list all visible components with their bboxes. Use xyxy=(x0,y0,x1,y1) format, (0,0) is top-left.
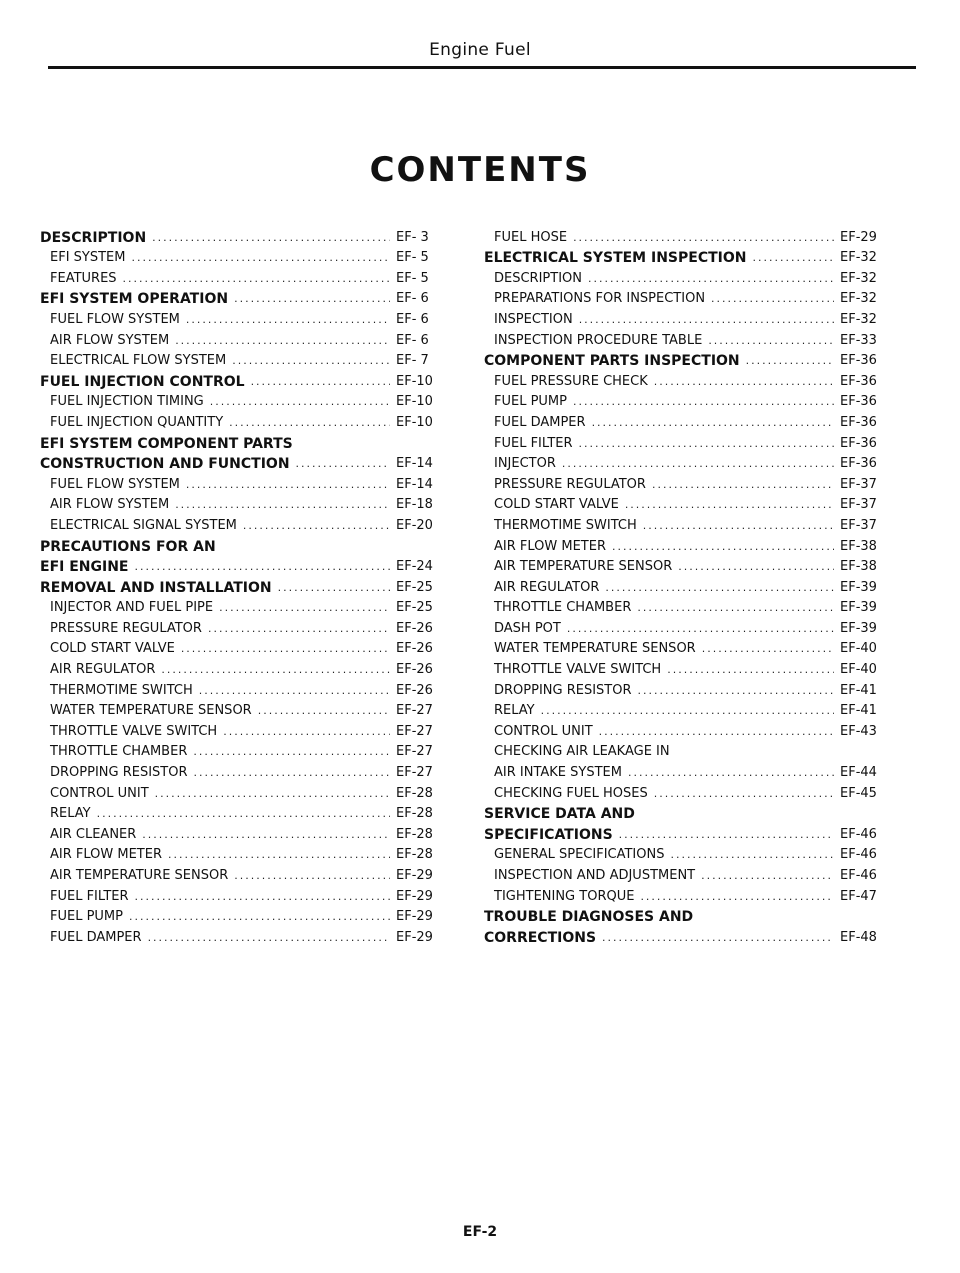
toc-entry-page: EF- 7 xyxy=(396,353,429,369)
toc-entry-label: DASH POT xyxy=(494,620,561,636)
dot-leader xyxy=(161,661,390,679)
toc-entry-label: FUEL PUMP xyxy=(494,394,567,410)
dot-leader xyxy=(573,229,834,247)
toc-entry[interactable] xyxy=(40,720,440,741)
toc-entry-label: FUEL INJECTION QUANTITY xyxy=(50,414,224,430)
toc-entry[interactable] xyxy=(484,782,884,803)
toc-entry-page: EF-24 xyxy=(396,559,433,575)
dot-leader xyxy=(148,929,390,947)
toc-entry-page: EF-32 xyxy=(840,250,877,266)
toc-entry[interactable] xyxy=(40,741,440,762)
toc-entry-page: EF-39 xyxy=(840,600,877,616)
dot-leader xyxy=(619,826,834,844)
toc-entry[interactable] xyxy=(40,679,440,700)
dot-leader xyxy=(175,496,390,514)
toc-entry[interactable] xyxy=(484,288,884,309)
dot-leader xyxy=(181,640,390,658)
toc-entry[interactable] xyxy=(484,885,884,906)
toc-entry-label: ELECTRICAL FLOW SYSTEM xyxy=(50,353,227,369)
toc-entry-page: EF-48 xyxy=(840,929,877,945)
toc-entry-label: THROTTLE VALVE SWITCH xyxy=(50,723,218,739)
toc-entry[interactable] xyxy=(484,803,884,824)
dot-leader xyxy=(234,867,390,885)
dot-leader xyxy=(278,579,390,597)
toc-entry-label: EFI SYSTEM xyxy=(50,250,126,266)
toc-entry-page: EF-29 xyxy=(396,929,433,945)
toc-entry[interactable] xyxy=(40,288,440,309)
dot-leader xyxy=(628,764,834,782)
toc-entry-page: EF-10 xyxy=(396,373,433,389)
toc-entry-label: GENERAL SPECIFICATIONS xyxy=(494,847,665,863)
toc-entry-page: EF-39 xyxy=(840,579,877,595)
toc-entry[interactable] xyxy=(484,308,884,329)
toc-entry-label: COMPONENT PARTS INSPECTION xyxy=(484,353,740,370)
toc-entry-page: EF-27 xyxy=(396,744,433,760)
dot-leader xyxy=(752,249,834,267)
dot-leader xyxy=(711,290,834,308)
toc-entry[interactable] xyxy=(484,720,884,741)
toc-entry[interactable] xyxy=(40,453,440,474)
toc-entry-label: FUEL PUMP xyxy=(50,909,123,925)
dot-leader xyxy=(702,640,834,658)
toc-entry[interactable] xyxy=(484,844,884,865)
dot-leader xyxy=(208,620,390,638)
toc-entry-label: INJECTOR AND FUEL PIPE xyxy=(50,600,214,616)
dot-leader xyxy=(152,229,390,247)
toc-entry[interactable] xyxy=(40,432,440,453)
toc-entry[interactable] xyxy=(484,411,884,432)
toc-entry-page: EF-27 xyxy=(396,765,433,781)
toc-entry-label: WATER TEMPERATURE SENSOR xyxy=(494,641,696,657)
toc-entry-label: DESCRIPTION xyxy=(494,270,582,286)
dot-leader xyxy=(640,888,834,906)
toc-entry-page: EF-46 xyxy=(840,868,877,883)
dot-leader xyxy=(194,764,390,782)
toc-entry-page: EF-36 xyxy=(840,353,877,369)
dot-leader xyxy=(129,908,390,926)
toc-entry-label: THROTTLE VALVE SWITCH xyxy=(494,662,662,678)
toc-entry-page: EF-14 xyxy=(396,476,433,492)
toc-entry[interactable] xyxy=(484,658,884,679)
dot-leader xyxy=(643,517,834,535)
toc-entry-label: AIR REGULATOR xyxy=(50,662,156,678)
toc-entry-label: PRECAUTIONS FOR AN xyxy=(40,538,216,555)
toc-entry-page: EF-25 xyxy=(396,600,433,616)
toc-entry[interactable] xyxy=(484,556,884,577)
toc-entry-page: EF-37 xyxy=(840,476,877,492)
dot-leader xyxy=(210,393,390,411)
toc-column-right xyxy=(484,226,884,947)
toc-entry-label: FUEL FILTER xyxy=(50,888,129,904)
toc-entry-label: DROPPING RESISTOR xyxy=(50,765,188,781)
toc-entry-page: EF-47 xyxy=(840,888,877,904)
toc-entry-page: EF-29 xyxy=(396,888,433,904)
running-head: Engine Fuel xyxy=(429,40,531,60)
toc-entry[interactable] xyxy=(40,782,440,803)
toc-entry-label: AIR FLOW SYSTEM xyxy=(50,497,170,513)
toc-entry[interactable] xyxy=(40,267,440,288)
toc-entry-label: INSPECTION AND ADJUSTMENT xyxy=(494,868,696,883)
toc-entry-label: INSPECTION xyxy=(494,311,573,327)
toc-entry-label: FUEL FILTER xyxy=(494,435,573,451)
toc-entry-page: EF- 5 xyxy=(396,270,429,286)
toc-entry-page: EF-26 xyxy=(396,682,433,698)
toc-entry-page: EF-10 xyxy=(396,394,433,410)
toc-entry[interactable] xyxy=(40,576,440,597)
dot-leader xyxy=(219,599,390,617)
toc-entry-label: FUEL FLOW SYSTEM xyxy=(50,311,180,327)
header-rule xyxy=(48,66,916,69)
toc-entry-page: EF-37 xyxy=(840,517,877,533)
toc-entry-label: PRESSURE REGULATOR xyxy=(494,476,646,492)
toc-entry[interactable] xyxy=(40,864,440,885)
page-number: EF-2 xyxy=(462,1224,498,1240)
toc-entry-page: EF-29 xyxy=(840,229,877,245)
toc-entry[interactable] xyxy=(484,576,884,597)
toc-entry-page: EF-28 xyxy=(396,785,433,801)
toc-entry[interactable] xyxy=(40,473,440,494)
toc-entry[interactable] xyxy=(40,906,440,927)
dot-leader xyxy=(605,579,834,597)
toc-entry[interactable] xyxy=(484,432,884,453)
toc-entry-page: EF-20 xyxy=(396,517,433,533)
dot-leader xyxy=(193,743,390,761)
dot-leader xyxy=(251,373,390,391)
toc-entry-label: FUEL INJECTION CONTROL xyxy=(40,373,245,390)
toc-entry-page: EF-14 xyxy=(396,456,433,472)
toc-entry[interactable] xyxy=(484,761,884,782)
toc-entry[interactable] xyxy=(484,617,884,638)
toc-entry-page: EF-39 xyxy=(840,620,877,636)
toc-entry[interactable] xyxy=(40,514,440,535)
dot-leader xyxy=(232,352,390,370)
toc-entry[interactable] xyxy=(40,226,440,247)
dot-leader xyxy=(155,785,390,803)
toc-entry-label: AIR TEMPERATURE SENSOR xyxy=(50,868,229,883)
toc-entry-label: AIR REGULATOR xyxy=(494,579,600,595)
dot-leader xyxy=(186,311,390,329)
toc-entry-label: SPECIFICATIONS xyxy=(484,826,613,843)
dot-leader xyxy=(708,332,834,350)
dot-leader xyxy=(573,393,834,411)
toc-entry-label: CONSTRUCTION AND FUNCTION xyxy=(40,456,290,473)
toc-entry-label: FUEL PRESSURE CHECK xyxy=(494,373,648,389)
toc-entry-label: FUEL FLOW SYSTEM xyxy=(50,476,180,492)
toc-entry-page: EF-27 xyxy=(396,703,433,719)
toc-entry-label: THERMOTIME SWITCH xyxy=(50,682,193,698)
toc-entry[interactable] xyxy=(40,494,440,515)
toc-entry[interactable] xyxy=(40,535,440,556)
toc-entry[interactable] xyxy=(40,308,440,329)
toc-entry-page: EF-38 xyxy=(840,538,877,554)
toc-entry-page: EF-10 xyxy=(396,414,433,430)
toc-entry-label: COLD START VALVE xyxy=(50,641,175,657)
toc-entry-page: EF-36 xyxy=(840,373,877,389)
toc-entry-page: EF-26 xyxy=(396,620,433,636)
dot-leader xyxy=(654,785,834,803)
toc-entry-label: DROPPING RESISTOR xyxy=(494,682,632,698)
toc-entry-page: EF- 6 xyxy=(396,311,429,327)
toc-entry-page: EF- 6 xyxy=(396,332,429,348)
toc-entry[interactable] xyxy=(484,597,884,618)
toc-entry-label: ELECTRICAL SYSTEM INSPECTION xyxy=(484,250,747,267)
toc-entry-label: RELAY xyxy=(50,806,91,822)
toc-entry-page: EF-46 xyxy=(840,826,877,842)
dot-leader xyxy=(637,599,834,617)
dot-leader xyxy=(701,867,834,885)
toc-entry-label: INSPECTION PROCEDURE TABLE xyxy=(494,332,703,348)
toc-entry-page: EF-28 xyxy=(396,806,433,822)
toc-entry-page: EF-26 xyxy=(396,662,433,678)
dot-leader xyxy=(567,620,834,638)
toc-entry[interactable] xyxy=(40,823,440,844)
toc-entry-label: CHECKING AIR LEAKAGE IN xyxy=(494,744,670,760)
dot-leader xyxy=(592,414,834,432)
toc-entry-label: PREPARATIONS FOR INSPECTION xyxy=(494,291,706,307)
toc-entry-page: EF-37 xyxy=(840,497,877,513)
toc-entry-page: EF-36 xyxy=(840,394,877,410)
toc-entry-page: EF-40 xyxy=(840,662,877,678)
toc-entry[interactable] xyxy=(40,926,440,947)
dot-leader xyxy=(296,455,390,473)
toc-entry[interactable] xyxy=(40,329,440,350)
toc-entry[interactable] xyxy=(40,761,440,782)
toc-entry[interactable] xyxy=(40,556,440,577)
toc-entry-page: EF-25 xyxy=(396,579,433,595)
toc-entry[interactable] xyxy=(484,741,884,762)
dot-leader xyxy=(199,682,390,700)
toc-entry-label: AIR FLOW METER xyxy=(494,538,606,554)
toc-entry[interactable] xyxy=(40,658,440,679)
toc-entry-label: CORRECTIONS xyxy=(484,929,597,946)
toc-entry-page: EF-32 xyxy=(840,270,877,286)
dot-leader xyxy=(579,435,834,453)
toc-entry-label: RELAY xyxy=(494,703,535,719)
dot-leader xyxy=(97,805,390,823)
toc-entry[interactable] xyxy=(40,803,440,824)
toc-entry[interactable] xyxy=(40,885,440,906)
toc-entry-page: EF- 3 xyxy=(396,229,429,245)
toc-entry[interactable] xyxy=(484,473,884,494)
toc-entry-label: EFI SYSTEM COMPONENT PARTS xyxy=(40,435,293,452)
dot-leader xyxy=(186,476,390,494)
dot-leader xyxy=(562,455,834,473)
toc-entry-page: EF- 5 xyxy=(396,250,429,266)
toc-entry-label: COLD START VALVE xyxy=(494,497,619,513)
toc-entry-page: EF-18 xyxy=(396,497,433,513)
dot-leader xyxy=(234,290,390,308)
dot-leader xyxy=(123,270,390,288)
toc-entry[interactable] xyxy=(484,535,884,556)
dot-leader xyxy=(625,496,834,514)
toc-entry-label: EFI SYSTEM OPERATION xyxy=(40,291,229,308)
toc-entry[interactable] xyxy=(40,700,440,721)
toc-entry-page: EF-44 xyxy=(840,765,877,781)
toc-entry-label: AIR FLOW SYSTEM xyxy=(50,332,170,348)
dot-leader xyxy=(223,723,390,741)
toc-entry[interactable] xyxy=(40,844,440,865)
dot-leader xyxy=(670,846,834,864)
toc-entry[interactable] xyxy=(40,597,440,618)
toc-entry-label: INJECTOR xyxy=(494,456,556,472)
toc-column-left xyxy=(40,226,440,947)
dot-leader xyxy=(602,929,834,947)
toc-entry[interactable] xyxy=(484,391,884,412)
toc-entry-label: CONTROL UNIT xyxy=(494,723,593,739)
toc-entry[interactable] xyxy=(484,700,884,721)
toc-entry[interactable] xyxy=(484,494,884,515)
dot-leader xyxy=(541,702,834,720)
toc-entry-page: EF-36 xyxy=(840,435,877,451)
toc-entry-page: EF-38 xyxy=(840,559,877,575)
toc-entry[interactable] xyxy=(484,514,884,535)
toc-entry-label: TROUBLE DIAGNOSES AND xyxy=(484,909,694,926)
toc-entry-label: ELECTRICAL SIGNAL SYSTEM xyxy=(50,517,237,533)
toc-entry-label: THROTTLE CHAMBER xyxy=(494,600,632,616)
dot-leader xyxy=(612,538,834,556)
toc-entry-label: CHECKING FUEL HOSES xyxy=(494,785,648,801)
toc-entry[interactable] xyxy=(484,247,884,268)
toc-entry[interactable] xyxy=(40,370,440,391)
dot-leader xyxy=(229,414,390,432)
toc-entry-page: EF-41 xyxy=(840,682,877,698)
toc-entry[interactable] xyxy=(40,247,440,268)
dot-leader xyxy=(134,558,390,576)
toc-entry-label: REMOVAL AND INSTALLATION xyxy=(40,579,272,596)
toc-entry[interactable] xyxy=(484,453,884,474)
toc-entry[interactable] xyxy=(484,864,884,885)
toc-entry-page: EF-40 xyxy=(840,641,877,657)
dot-leader xyxy=(654,373,834,391)
dot-leader xyxy=(579,311,834,329)
toc-entry-label: AIR TEMPERATURE SENSOR xyxy=(494,559,673,575)
dot-leader xyxy=(678,558,834,576)
toc-entry[interactable] xyxy=(484,823,884,844)
dot-leader xyxy=(667,661,834,679)
dot-leader xyxy=(638,682,834,700)
toc-entry-page: EF-26 xyxy=(396,641,433,657)
toc-entry-label: THROTTLE CHAMBER xyxy=(50,744,188,760)
toc-entry-page: EF-27 xyxy=(396,723,433,739)
toc-entry[interactable] xyxy=(40,638,440,659)
toc-entry[interactable] xyxy=(484,329,884,350)
dot-leader xyxy=(746,352,834,370)
dot-leader xyxy=(131,249,390,267)
toc-entry-page: EF-29 xyxy=(396,909,433,925)
dot-leader xyxy=(135,888,390,906)
dot-leader xyxy=(175,332,390,350)
toc-entry-page: EF-43 xyxy=(840,723,877,739)
toc-entry-page: EF-33 xyxy=(840,332,877,348)
toc-entry-page: EF-28 xyxy=(396,826,433,842)
toc-entry[interactable] xyxy=(40,411,440,432)
toc-entry-page: EF-46 xyxy=(840,847,877,863)
toc-entry-page: EF-28 xyxy=(396,847,433,863)
toc-entry-label: AIR FLOW METER xyxy=(50,847,162,863)
toc-entry-label: FUEL DAMPER xyxy=(494,414,586,430)
dot-leader xyxy=(243,517,390,535)
dot-leader xyxy=(142,826,390,844)
toc-entry-page: EF-29 xyxy=(396,868,433,883)
toc-entry-page: EF-36 xyxy=(840,456,877,472)
toc-entry[interactable] xyxy=(484,638,884,659)
toc-entry-page: EF-45 xyxy=(840,785,877,801)
toc-entry-label: FUEL INJECTION TIMING xyxy=(50,394,204,410)
toc-entry[interactable] xyxy=(40,617,440,638)
toc-entry[interactable] xyxy=(484,679,884,700)
page-title: CONTENTS xyxy=(369,150,591,190)
toc-entry[interactable] xyxy=(484,926,884,947)
dot-leader xyxy=(652,476,834,494)
toc-entry-label: THERMOTIME SWITCH xyxy=(494,517,637,533)
toc-entry[interactable] xyxy=(40,391,440,412)
toc-entry-label: FUEL DAMPER xyxy=(50,929,142,945)
dot-leader xyxy=(168,846,390,864)
toc-entry-page: EF-41 xyxy=(840,703,877,719)
toc-entry-page: EF-36 xyxy=(840,414,877,430)
toc-entry[interactable] xyxy=(484,267,884,288)
dot-leader xyxy=(599,723,834,741)
toc-entry-label: AIR INTAKE SYSTEM xyxy=(494,765,622,781)
toc-entry-label: SERVICE DATA AND xyxy=(484,806,635,823)
toc-entry[interactable] xyxy=(484,906,884,927)
toc-entry-label: TIGHTENING TORQUE xyxy=(494,888,635,904)
toc-entry-label: EFI ENGINE xyxy=(40,559,129,576)
toc-entry-label: FEATURES xyxy=(50,270,117,286)
dot-leader xyxy=(258,702,390,720)
toc-entry[interactable] xyxy=(40,350,440,371)
toc-entry[interactable] xyxy=(484,350,884,371)
toc-entry-label: CONTROL UNIT xyxy=(50,785,149,801)
toc-entry-page: EF-32 xyxy=(840,291,877,307)
toc-entry-label: AIR CLEANER xyxy=(50,826,137,842)
toc-entry-label: DESCRIPTION xyxy=(40,229,147,246)
toc-entry-label: FUEL HOSE xyxy=(494,229,568,245)
toc-entry-page: EF- 6 xyxy=(396,291,429,307)
toc-entry[interactable] xyxy=(484,226,884,247)
toc-entry-label: PRESSURE REGULATOR xyxy=(50,620,202,636)
toc-entry-page: EF-32 xyxy=(840,311,877,327)
dot-leader xyxy=(588,270,834,288)
toc-entry[interactable] xyxy=(484,370,884,391)
toc-entry-label: WATER TEMPERATURE SENSOR xyxy=(50,703,252,719)
